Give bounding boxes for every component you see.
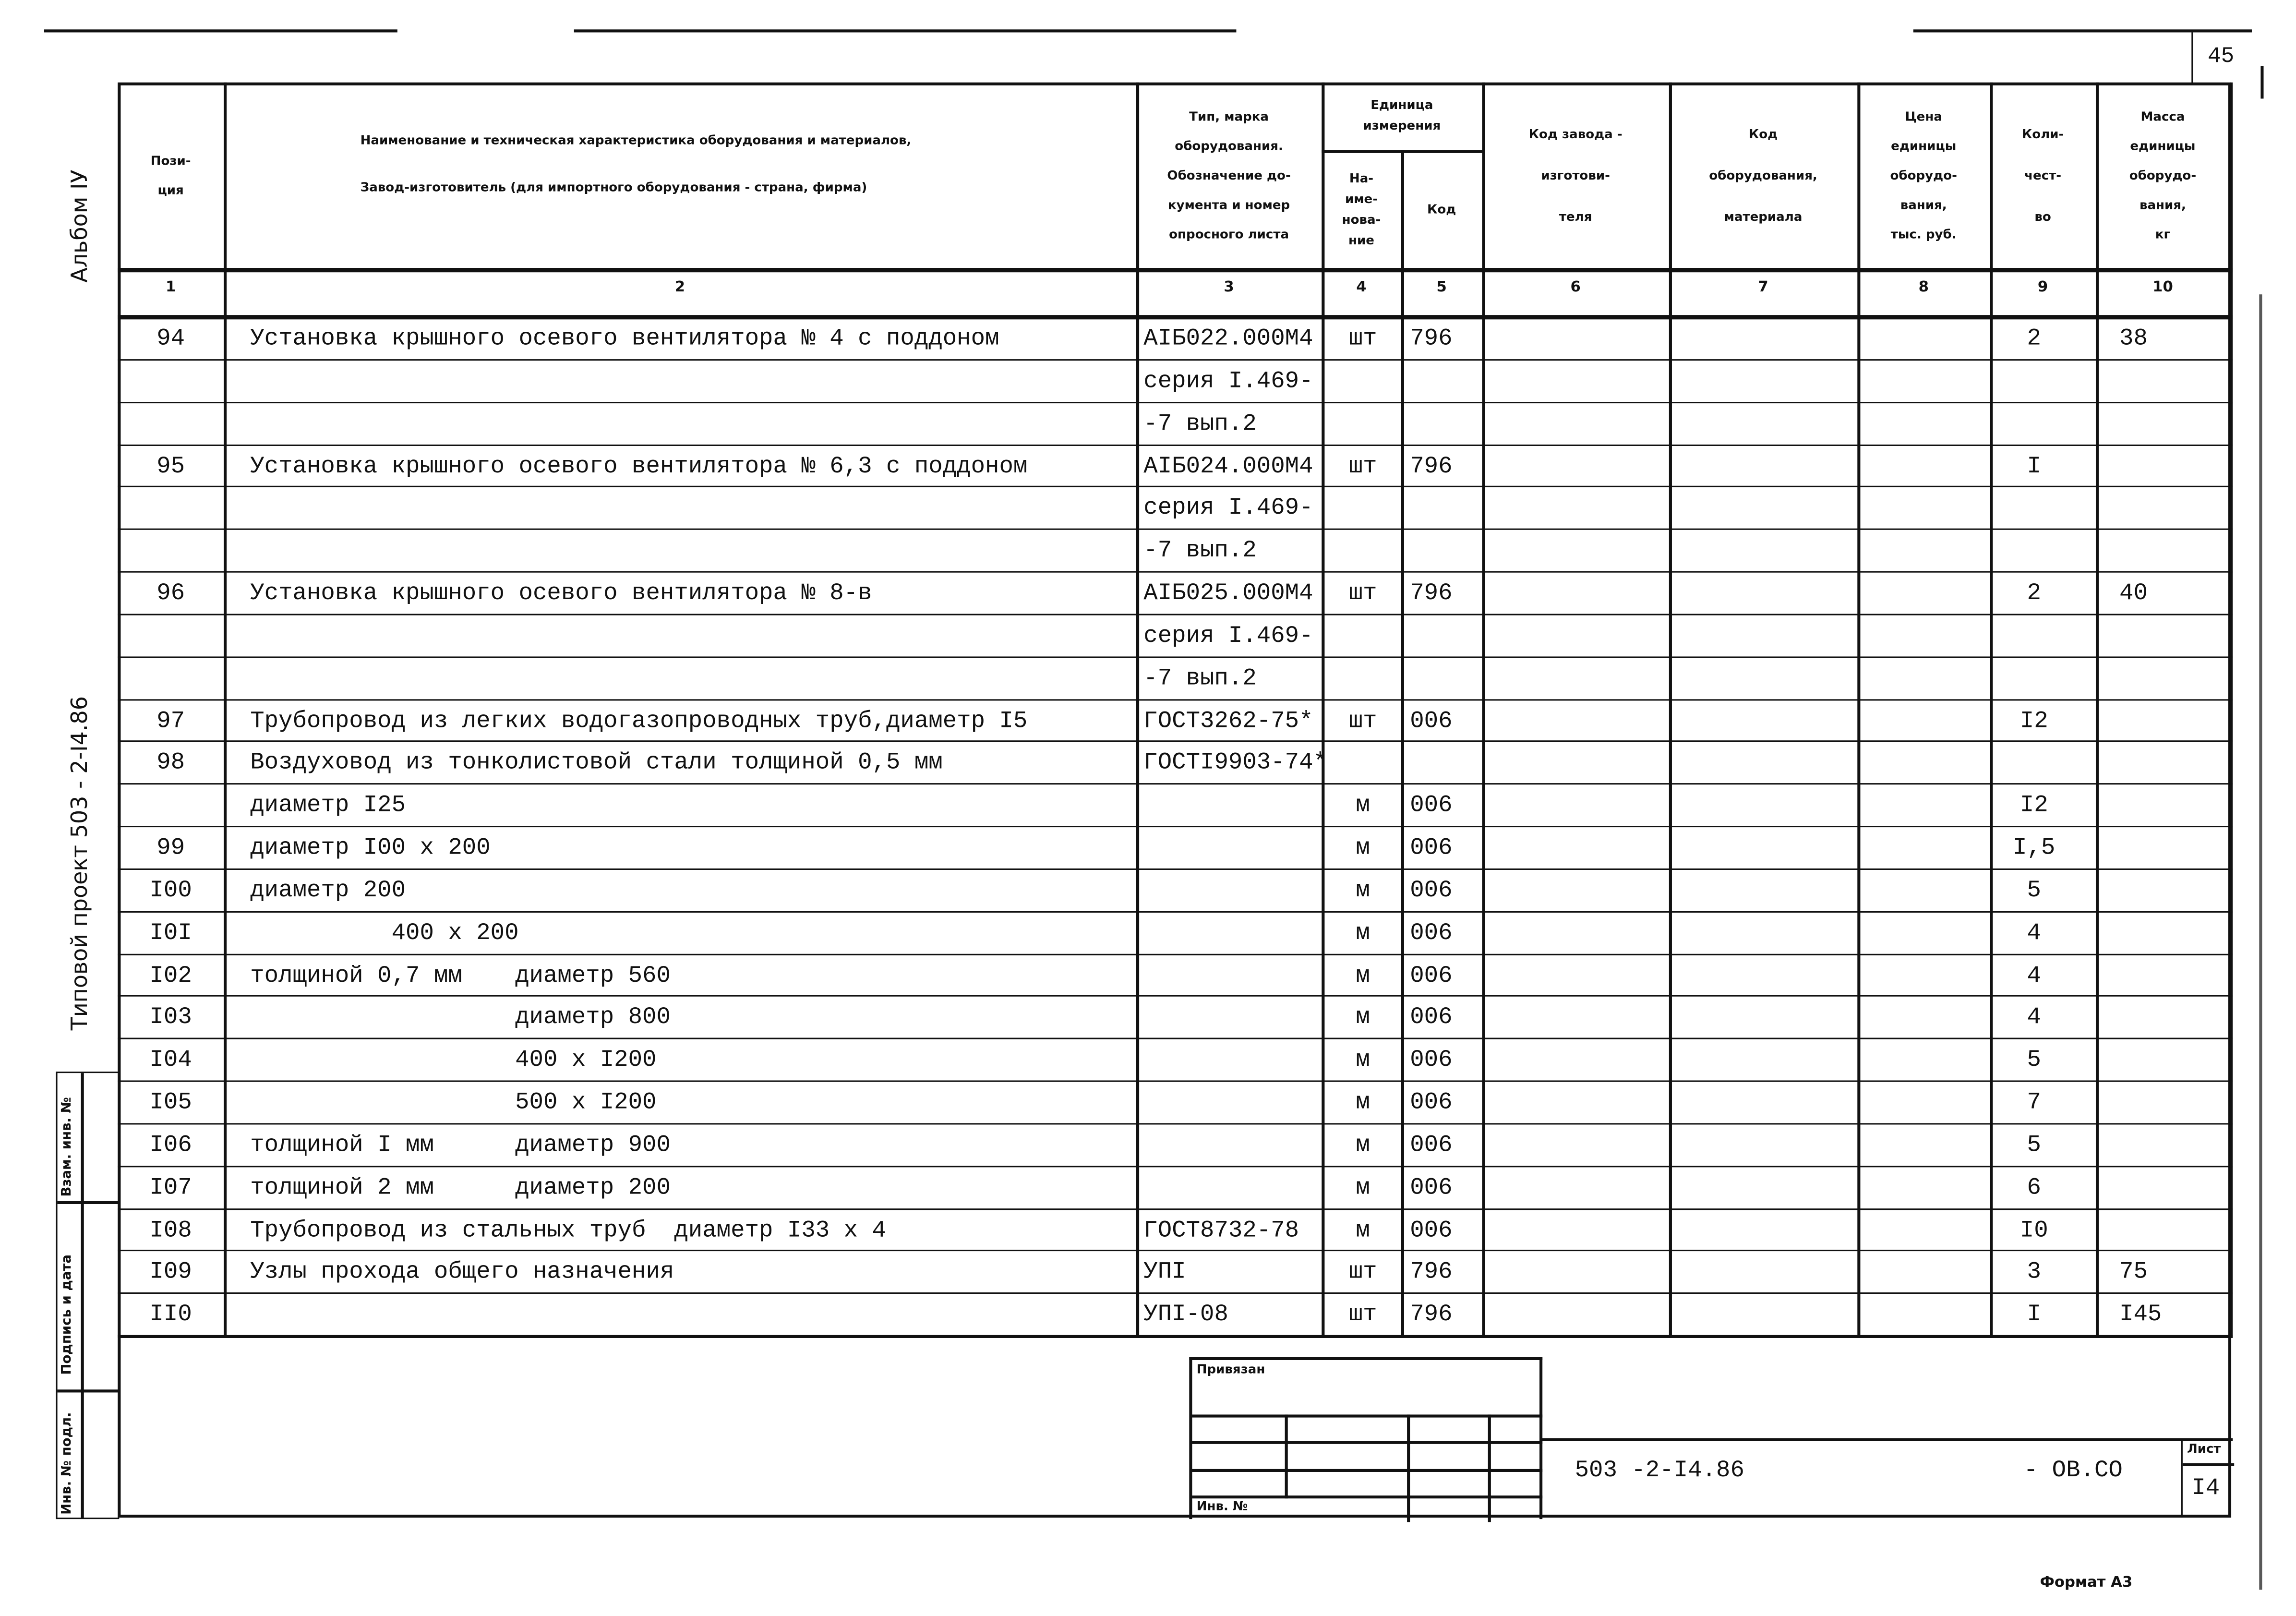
column-divider (1136, 83, 1139, 1337)
row-quantity: 3 (2027, 1259, 2041, 1286)
row-unit: м (1356, 1217, 1370, 1243)
row-unit-code: 006 (1410, 1004, 1453, 1031)
row-name: Трубопровод из стальных труб диаметр I33 x 4 (250, 1217, 886, 1243)
row-unit: м (1356, 962, 1370, 989)
row-document: АIБ025.000М4 (1143, 580, 1313, 607)
document-suffix: - ОВ.СО (2023, 1457, 2123, 1484)
page-number-box (2191, 32, 2255, 84)
row-document: -7 вып.2 (1143, 410, 1257, 437)
row-unit: шт (1348, 1301, 1377, 1328)
row-position: I09 (149, 1259, 192, 1286)
row-unit-code: 006 (1410, 1217, 1453, 1243)
row-quantity: I0 (2020, 1217, 2048, 1243)
column-divider (2096, 83, 2098, 1337)
row-quantity: I (2027, 452, 2041, 479)
column-number: 2 (674, 279, 685, 296)
column-number: 7 (1758, 279, 1768, 296)
column-number: 6 (1570, 279, 1581, 296)
row-name: диаметр I25 (250, 792, 406, 819)
row-unit: шт (1348, 452, 1377, 479)
header-mass: Масса единицы оборудо- вания, кг (2129, 110, 2197, 243)
row-document: ГОСТ3262-75* (1143, 707, 1313, 734)
row-position: 99 (156, 834, 185, 861)
header-unit-name: На- име- нова- ние (1342, 171, 1381, 248)
column-number: 1 (165, 279, 176, 296)
row-position: I04 (149, 1047, 192, 1073)
row-unit: м (1356, 919, 1370, 946)
row-document: АIБ022.000М4 (1143, 325, 1313, 352)
row-position: II0 (149, 1301, 192, 1328)
column-divider (1669, 83, 1671, 1337)
row-position: I03 (149, 1004, 192, 1031)
column-number: 9 (2037, 279, 2048, 296)
header-type: Тип, марка оборудования. Обозначение до- кумента и номер опросного листа (1167, 110, 1291, 243)
row-position: I00 (149, 877, 192, 904)
row-quantity: I2 (2020, 707, 2048, 734)
row-mass: 38 (2119, 325, 2148, 352)
header-unit-code: Код (1427, 202, 1456, 217)
row-unit: м (1356, 792, 1370, 819)
row-quantity: 5 (2027, 1047, 2041, 1073)
row-document: -7 вып.2 (1143, 664, 1257, 691)
row-document: ГОСТI9903-74* (1143, 749, 1328, 776)
row-unit: м (1356, 1132, 1370, 1158)
row-position: I02 (149, 962, 192, 989)
album-label: Альбом IУ (66, 169, 93, 283)
column-divider (1401, 150, 1404, 1337)
row-unit: м (1356, 1047, 1370, 1073)
row-quantity: 4 (2027, 1004, 2041, 1031)
row-unit: м (1356, 877, 1370, 904)
row-position: I05 (149, 1089, 192, 1116)
row-document: серия I.469- (1143, 622, 1313, 649)
column-divider (1857, 83, 1860, 1337)
row-unit: шт (1348, 1259, 1377, 1286)
row-document: УПI (1143, 1259, 1186, 1286)
row-detail: диаметр 900 (515, 1132, 671, 1158)
row-document: серия I.469- (1143, 495, 1313, 522)
row-position: 98 (156, 749, 185, 776)
row-position: I08 (149, 1217, 192, 1243)
row-unit-code: 006 (1410, 962, 1453, 989)
stamp-label-replace-inv: Взам. инв. № (60, 1097, 75, 1197)
row-name: 400 x 200 (250, 919, 519, 946)
row-name: диаметр 200 (250, 877, 406, 904)
privyazan-label: Привязан (1196, 1363, 1265, 1378)
title-stamp (1189, 1357, 1542, 1519)
row-unit-code: 006 (1410, 707, 1453, 734)
row-name: Установка крышного осевого вентилятора № 6,3 с поддоном (250, 452, 1028, 479)
row-name: толщиной 0,7 мм (250, 962, 462, 989)
row-document: УПI-08 (1143, 1301, 1228, 1328)
row-unit-code: 006 (1410, 1047, 1453, 1073)
row-quantity: 2 (2027, 325, 2041, 352)
row-position: 97 (156, 707, 185, 734)
stamp-label-signature-date: Подпись и дата (60, 1254, 75, 1375)
header-name-line1: Наименование и техническая характеристика оборудования и материалов, (360, 134, 912, 149)
row-name: толщиной 2 мм (250, 1174, 434, 1201)
row-mass: 40 (2119, 580, 2148, 607)
stamp-label-inv-original: Инв. № подл. (60, 1412, 75, 1515)
row-quantity: 4 (2027, 919, 2041, 946)
row-position: I07 (149, 1174, 192, 1201)
header-position: Пози- ция (150, 154, 191, 199)
row-mass: I45 (2119, 1301, 2162, 1328)
row-position: 96 (156, 580, 185, 607)
row-unit: м (1356, 1004, 1370, 1031)
sheet-number: I4 (2191, 1475, 2220, 1502)
row-divider (118, 1038, 2233, 1039)
column-number: 3 (1224, 279, 1234, 296)
row-quantity: I2 (2020, 792, 2048, 819)
row-document: -7 вып.2 (1143, 537, 1257, 564)
header-unit-group: Единица измерения (1363, 98, 1441, 134)
row-name: Воздуховод из тонколистовой стали толщиной 0,5 мм (250, 749, 943, 776)
project-label: Типовой проект 503 - 2-I4.86 (66, 696, 93, 1031)
row-detail: диаметр 560 (515, 962, 671, 989)
row-position: I0I (149, 919, 192, 946)
header-name-line2: Завод-изготовитель (для импортного оборудования - страна, фирма) (360, 181, 867, 196)
row-quantity: I,5 (2013, 834, 2056, 861)
sheet-box (2181, 1441, 2234, 1518)
row-unit: м (1356, 1174, 1370, 1201)
row-document: АIБ024.000М4 (1143, 452, 1313, 479)
row-unit: м (1356, 1089, 1370, 1116)
row-unit-code: 006 (1410, 834, 1453, 861)
header-quantity: Коли- чест- во (2021, 128, 2064, 226)
row-unit-code: 006 (1410, 1174, 1453, 1201)
row-unit-code: 796 (1410, 325, 1453, 352)
column-divider (224, 83, 226, 1337)
row-detail: 500 x I200 (515, 1089, 657, 1116)
row-quantity: 6 (2027, 1174, 2041, 1201)
row-unit-code: 796 (1410, 1259, 1453, 1286)
format-label: Формат А3 (2040, 1575, 2133, 1592)
page-number: 45 (2208, 44, 2235, 70)
column-number: 4 (1356, 279, 1367, 296)
row-quantity: 2 (2027, 580, 2041, 607)
header-factory-code: Код завода - изготови- теля (1528, 128, 1623, 226)
row-name: диаметр I00 x 200 (250, 834, 491, 861)
row-unit: шт (1348, 325, 1377, 352)
margin-stamp (56, 1072, 120, 1519)
row-detail: диаметр 800 (515, 1004, 671, 1031)
row-unit: шт (1348, 707, 1377, 734)
row-detail: диаметр 200 (515, 1174, 671, 1201)
row-unit-code: 796 (1410, 1301, 1453, 1328)
row-unit-code: 006 (1410, 877, 1453, 904)
row-quantity: 5 (2027, 1132, 2041, 1158)
row-quantity: I (2027, 1301, 2041, 1328)
row-name: Установка крышного осевого вентилятора № 8-в (250, 580, 872, 607)
row-position: 95 (156, 452, 185, 479)
row-unit-code: 006 (1410, 1132, 1453, 1158)
row-quantity: 5 (2027, 877, 2041, 904)
row-unit-code: 796 (1410, 580, 1453, 607)
row-mass: 75 (2119, 1259, 2148, 1286)
row-position: I06 (149, 1132, 192, 1158)
row-quantity: 4 (2027, 962, 2041, 989)
row-unit-code: 006 (1410, 919, 1453, 946)
header-price: Цена единицы оборудо- вания, тыс. руб. (1890, 110, 1957, 243)
row-detail: 400 x I200 (515, 1047, 657, 1073)
row-name: Установка крышного осевого вентилятора № 4 с поддоном (250, 325, 999, 352)
row-unit-code: 796 (1410, 452, 1453, 479)
row-document: ГОСТ8732-78 (1143, 1217, 1299, 1243)
column-number: 10 (2152, 279, 2173, 296)
row-unit: шт (1348, 580, 1377, 607)
row-name: Трубопровод из легких водогазопроводных труб,диаметр I5 (250, 707, 1028, 734)
column-number: 8 (1918, 279, 1929, 296)
row-unit-code: 006 (1410, 1089, 1453, 1116)
row-position: 94 (156, 325, 185, 352)
row-quantity: 7 (2027, 1089, 2041, 1116)
row-name: Узлы прохода общего назначения (250, 1259, 674, 1286)
row-unit: м (1356, 834, 1370, 861)
row-document: серия I.469- (1143, 367, 1313, 395)
row-divider (118, 1080, 2233, 1082)
column-number: 5 (1436, 279, 1447, 296)
sheet-label: Лист (2187, 1442, 2221, 1458)
inv-no-label: Инв. № (1196, 1500, 1248, 1515)
header-equipment-code: Код оборудования, материала (1709, 128, 1817, 226)
row-unit-code: 006 (1410, 792, 1453, 819)
document-code: 503 -2-I4.86 (1575, 1457, 1744, 1484)
row-name: толщиной I мм (250, 1132, 434, 1158)
